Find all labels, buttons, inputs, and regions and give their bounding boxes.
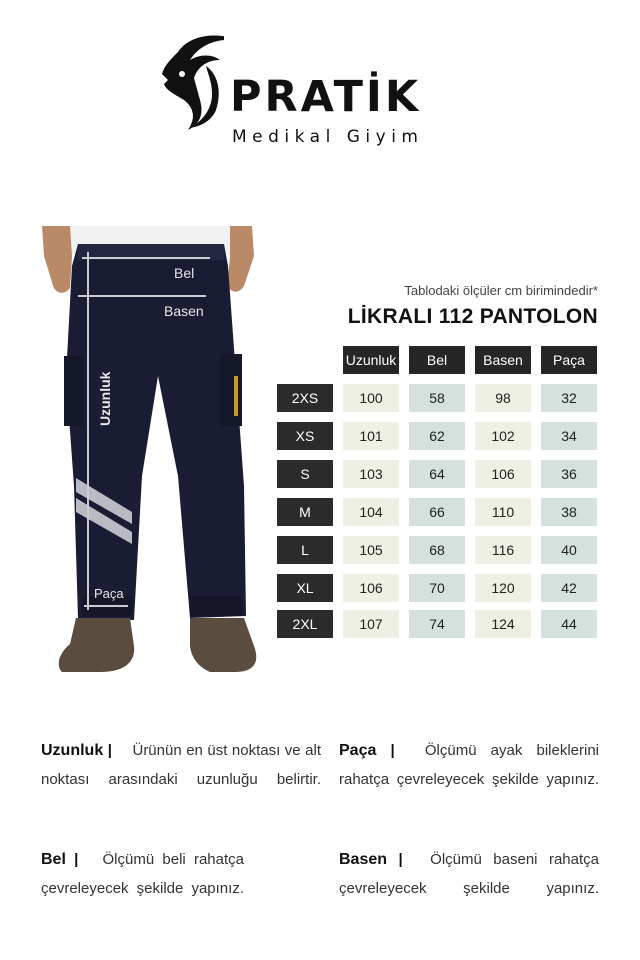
- table-cell: 107: [343, 610, 399, 638]
- table-cell: 68: [409, 536, 465, 564]
- table-cell: 106: [343, 574, 399, 602]
- description-term: Paça: [339, 742, 377, 759]
- column-header-uzunluk: Uzunluk: [343, 346, 399, 374]
- size-label-2xs: 2XS: [277, 384, 333, 412]
- table-cell: 58: [409, 384, 465, 412]
- uzunluk-measure-label: Uzunluk: [97, 371, 113, 426]
- table-cell: 64: [409, 460, 465, 488]
- table-cell: 106: [475, 460, 531, 488]
- table-cell: 32: [541, 384, 597, 412]
- unit-note: Tablodaki ölçüler cm birimindedir*: [404, 283, 598, 298]
- description-text: Ürünün en üst noktası ve alt noktası arasındaki uzunluğu belirtir.: [41, 742, 322, 788]
- table-cell: 62: [409, 422, 465, 450]
- size-label-xs: XS: [277, 422, 333, 450]
- table-cell: 124: [475, 610, 531, 638]
- table-cell: 103: [343, 460, 399, 488]
- description-paca: [339, 736, 599, 794]
- description-text: Ölçümü ayak bileklerini rahatça çevreleyecek şekilde yapınız.: [339, 742, 600, 788]
- table-cell: 105: [343, 536, 399, 564]
- paca-measure-label: Paça: [94, 586, 124, 601]
- pants-product-image: [40, 226, 262, 674]
- table-cell: 34: [541, 422, 597, 450]
- table-cell: 66: [409, 498, 465, 526]
- description-text: Ölçümü beli rahatça çevreleyecek şekilde yapınız.: [41, 851, 244, 897]
- table-cell: 40: [541, 536, 597, 564]
- brand-logo: [160, 30, 490, 147]
- brand-tagline: Medikal Giyim: [232, 127, 424, 147]
- bel-measure-label: Bel: [174, 265, 195, 281]
- description-bel: [41, 845, 244, 903]
- table-cell: 104: [343, 498, 399, 526]
- description-term: Uzunluk: [41, 742, 104, 759]
- size-label-l: L: [277, 536, 333, 564]
- description-term: Bel: [41, 851, 66, 868]
- table-cell: 42: [541, 574, 597, 602]
- table-cell: 38: [541, 498, 597, 526]
- description-separator: |: [107, 742, 112, 759]
- description-text: Ölçümü baseni rahatça çevreleyecek şekilde yapınız.: [339, 851, 600, 897]
- table-cell: 44: [541, 610, 597, 638]
- table-cell: 101: [343, 422, 399, 450]
- column-header-bel: Bel: [409, 346, 465, 374]
- size-label-2xl: 2XL: [277, 610, 333, 638]
- table-cell: 120: [475, 574, 531, 602]
- table-cell: 116: [475, 536, 531, 564]
- table-cell: 70: [409, 574, 465, 602]
- table-cell: 36: [541, 460, 597, 488]
- size-label-m: M: [277, 498, 333, 526]
- description-separator: |: [390, 742, 395, 759]
- size-label-xl: XL: [277, 574, 333, 602]
- table-cell: 98: [475, 384, 531, 412]
- description-separator: |: [74, 851, 79, 868]
- description-term: Basen: [339, 851, 388, 868]
- table-cell: 102: [475, 422, 531, 450]
- table-cell: 110: [475, 498, 531, 526]
- table-cell: 100: [343, 384, 399, 412]
- description-separator: |: [398, 851, 403, 868]
- brand-name: PRATİK: [230, 72, 422, 122]
- description-basen: [339, 845, 599, 903]
- column-header-basen: Basen: [475, 346, 531, 374]
- basen-measure-label: Basen: [164, 303, 204, 319]
- ibex-logo-icon: [160, 30, 224, 130]
- column-header-paca: Paça: [541, 346, 597, 374]
- product-title: LİKRALI 112 PANTOLON: [347, 305, 598, 328]
- size-label-s: S: [277, 460, 333, 488]
- description-uzunluk: [41, 736, 321, 794]
- table-cell: 74: [409, 610, 465, 638]
